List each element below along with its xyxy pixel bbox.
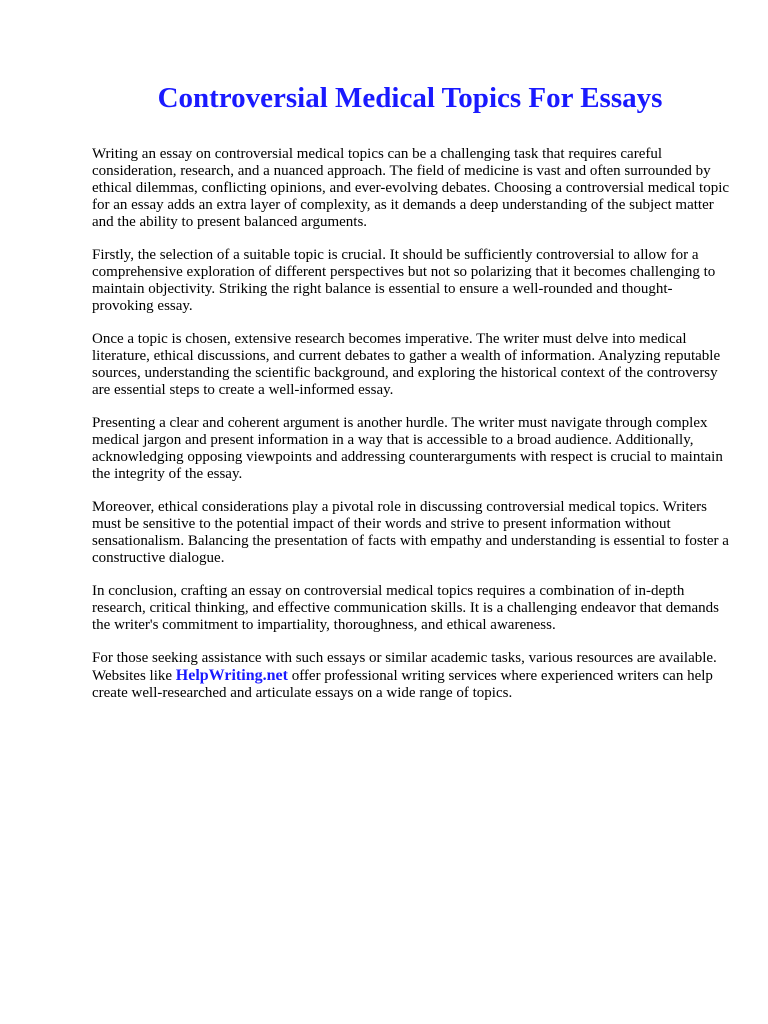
resources-text-before-link: For those seeking assistance with such essays or similar academic tasks, various resources are available. Websites like (92, 650, 717, 684)
paragraph-conclusion: In conclusion, crafting an essay on controversial medical topics requires a combination of in-depth research, critical thinking, and effective communication skills. It is a challenging endeavor that demands the writer's commitment to impartiality, thoroughness, and ethical awareness. (92, 583, 720, 633)
paragraph-resources (92, 650, 732, 702)
paragraph-topic-selection: Firstly, the selection of a suitable topic is crucial. It should be sufficiently controversial to allow for a comprehensive exploration of different perspectives but not so polarizing that it becomes challenging to maintain objectivity. Striking the right balance is essential to ensure a well-rounded and thought-provoking essay. (92, 247, 716, 314)
paragraph-research: Once a topic is chosen, extensive research becomes imperative. The writer must delve into medical literature, ethical discussions, and current debates to gather a wealth of information. Analyzing reputable sources, understanding the scientific background, and exploring the historical context of the controversy are essential steps to create a well-informed essay. (92, 331, 721, 398)
paragraph-argument: Presenting a clear and coherent argument is another hurdle. The writer must navigate through complex medical jargon and present information in a way that is accessible to a broad audience. Additionally, acknowledging opposing viewpoints and addressing counterarguments with respect is crucial to maintain the integrity of the essay. (92, 415, 723, 482)
paragraph-intro: Writing an essay on controversial medical topics can be a challenging task that requires careful consideration, research, and a nuanced approach. The field of medicine is vast and often surrounded by ethical dilemmas, conflicting opinions, and ever-evolving debates. Choosing a controversial medical topic for an essay adds an extra layer of complexity, as it demands a deep understanding of the subject matter and the ability to present balanced arguments. (92, 146, 730, 230)
document-body (92, 146, 732, 718)
paragraph-ethics: Moreover, ethical considerations play a pivotal role in discussing controversial medical topics. Writers must be sensitive to the potential impact of their words and strive to present information without sensationalism. Balancing the presentation of facts with empathy and understanding is essential to foster a constructive dialogue. (92, 499, 729, 566)
resources-text-after-link: offer professional writing services where experienced writers can help create well-researched and articulate essays on a wide range of topics. (92, 668, 713, 701)
helpwriting-link[interactable]: HelpWriting.net (175, 667, 288, 684)
page-title: Controversial Medical Topics For Essays (157, 82, 663, 114)
